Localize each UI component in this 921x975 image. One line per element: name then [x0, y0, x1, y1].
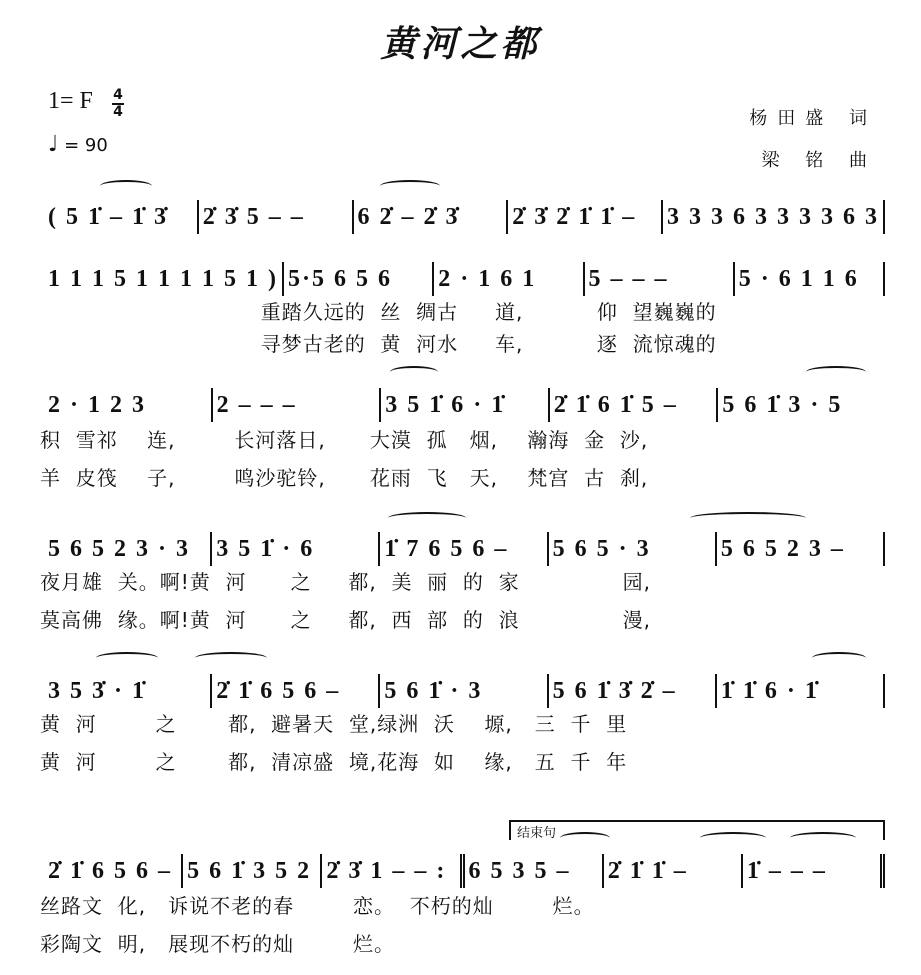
measure: 3 5 1̇ · 6 — [212, 532, 380, 566]
measure: 5 6 1̇ 3 5 2 — [183, 854, 322, 888]
slur-mark — [100, 180, 152, 192]
measure: 1̇ – – – — [743, 854, 885, 888]
measure: 2̇ 1̇ 1̇ – — [604, 854, 743, 888]
lyric-verse-2: 彩陶文 明, 展现不朽的灿 烂。 — [40, 932, 396, 956]
slur-mark — [790, 832, 856, 844]
staff-line-2 — [44, 250, 885, 296]
measure: 5·5 6 5 6 — [284, 262, 434, 296]
lyric-verse-2: 莫高佛 缘。啊!黄 河 之 都, 西 部 的 浪 漫, — [40, 608, 651, 632]
slur-mark — [390, 366, 438, 378]
slur-mark — [812, 652, 866, 664]
slur-mark — [380, 180, 440, 192]
lyric-verse-1: 夜月雄 关。啊!黄 河 之 都, 美 丽 的 家 园, — [40, 570, 651, 594]
measure: 1 1 1 5 1 1 1 1 5 1 ) — [44, 262, 284, 296]
measure: 5 · 6 1 1 6 — [735, 262, 885, 296]
measure: 5 6 5 2 3 · 3 — [44, 532, 212, 566]
measure: 3 3 3 6 3 3 3 3 6 3 — [663, 200, 885, 234]
staff-line-4 — [44, 520, 885, 566]
tempo-marking — [48, 132, 108, 157]
key-signature: 1= F — [48, 88, 93, 114]
lyric-verse-2: 羊 皮筏 子, 鸣沙驼铃, 花雨 飞 天, 梵宫 古 刹, — [40, 466, 649, 490]
staff-line-6 — [44, 842, 885, 888]
slur-mark — [806, 366, 866, 378]
measure: ( 5 1̇ – 1̇ 3̇ — [44, 200, 199, 234]
staff-line-5 — [44, 662, 885, 708]
measure: 5 – – – — [585, 262, 735, 296]
lyric-verse-2: 黄 河 之 都, 清凉盛 境,花海 如 缘, 五 千 年 — [40, 750, 628, 774]
ending-label: 结束句 — [517, 826, 557, 841]
measure: 5 6 5 2 3 – — [717, 532, 885, 566]
lyric-verse-1: 丝路文 化, 诉说不老的春 恋。 不朽的灿 烂。 — [40, 894, 595, 918]
slur-mark — [560, 832, 610, 844]
lyric-verse-2: 寻梦古老的 黄 河水 车, 逐 流惊魂的 — [40, 332, 717, 356]
composer-credit: 梁 铭 曲 — [761, 150, 877, 171]
measure: 2̇ 1̇ 6 1̇ 5 – — [550, 388, 719, 422]
measure: 2̇ 3̇ 2̇ 1̇ 1̇ – — [508, 200, 663, 234]
measure: 1̇ 7 6 5 6 – — [380, 532, 548, 566]
measure: 6 2̇ – 2̇ 3̇ — [354, 200, 509, 234]
measure: 3 5 1̇ 6 · 1̇ — [381, 388, 550, 422]
slur-mark — [700, 832, 766, 844]
staff-line-3 — [44, 376, 885, 422]
measure: 2 · 1 6 1 — [434, 262, 584, 296]
measure: 2̇ 3̇ 1 – – : — [322, 854, 464, 888]
lyric-verse-1: 重踏久远的 丝 绸古 道, 仰 望巍巍的 — [40, 300, 717, 324]
measure: 2 · 1 2 3 — [44, 388, 213, 422]
staff-line-1 — [44, 188, 885, 234]
time-sig-top: 4 — [113, 87, 123, 103]
lyric-verse-1: 黄 河 之 都, 避暑天 堂,绿洲 沃 塬, 三 千 里 — [40, 712, 628, 736]
lyricist-credit: 杨田盛 词 — [749, 108, 877, 129]
measure: 5 6 5 · 3 — [549, 532, 717, 566]
slur-mark — [96, 652, 158, 664]
lyric-verse-1: 积 雪祁 连, 长河落日, 大漠 孤 烟, 瀚海 金 沙, — [40, 428, 649, 452]
measure: 2̇ 1̇ 6 5 6 – — [44, 854, 183, 888]
measure: 6 5 3 5 – — [465, 854, 604, 888]
tempo-value: = 90 — [64, 135, 108, 156]
measure: 3 5 3̇ · 1̇ — [44, 674, 212, 708]
slur-mark — [195, 652, 267, 664]
measure: 5 6 1̇ 3 · 5 — [722, 392, 843, 418]
time-signature — [112, 88, 124, 120]
measure: 2̇ 3̇ 5 – – — [199, 200, 354, 234]
measure: 1̇ 1̇ 6 · 1̇ — [717, 674, 885, 708]
slur-mark — [690, 512, 806, 524]
song-title: 黄河之都 — [380, 23, 541, 65]
quarter-note-icon: ♩ — [48, 132, 59, 157]
slur-mark — [388, 512, 466, 524]
measure: 2 – – – — [213, 388, 382, 422]
measure: 5 6 1̇ · 3 — [380, 674, 548, 708]
time-sig-bottom: 4 — [113, 104, 123, 120]
measure: 5 6 1̇ 3̇ 2̇ – — [549, 674, 717, 708]
measure: 2̇ 1̇ 6 5 6 – — [212, 674, 380, 708]
